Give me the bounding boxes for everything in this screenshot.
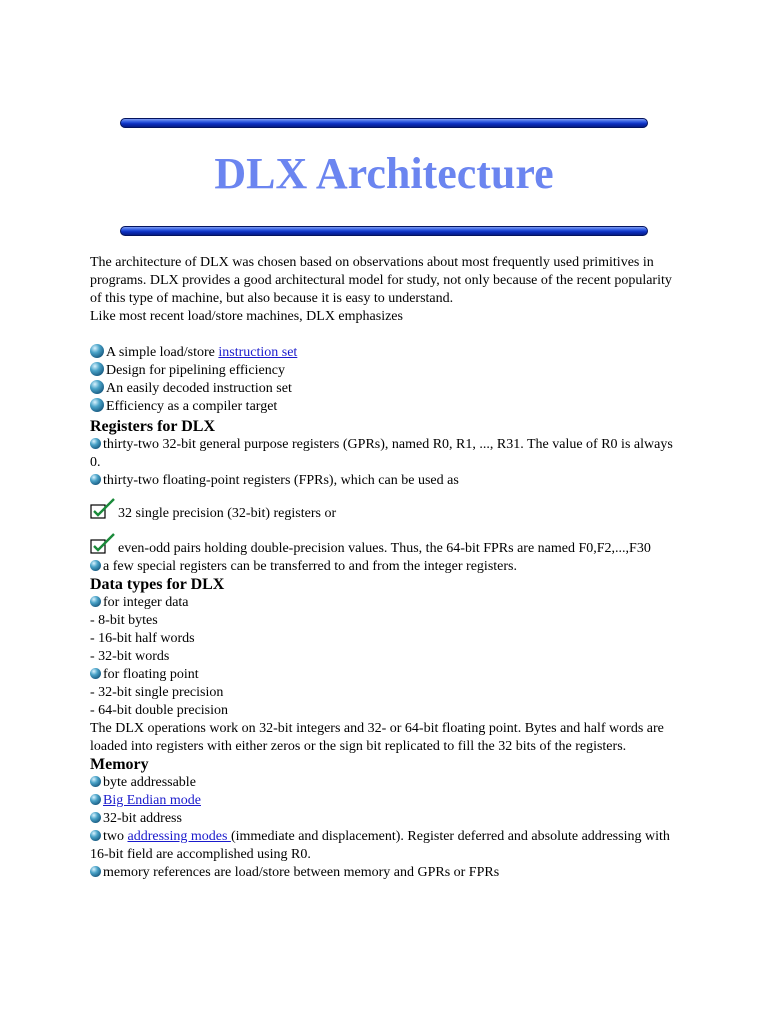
list-item: for floating point	[90, 666, 680, 684]
ball-bullet-icon	[90, 668, 101, 679]
ball-bullet-icon	[90, 362, 104, 376]
datatypes-heading: Data types for DLX	[90, 576, 225, 593]
instruction-set-link[interactable]: instruction set	[218, 345, 298, 360]
ball-bullet-icon	[90, 866, 101, 877]
list-item: Design for pipelining efficiency	[90, 362, 680, 380]
ball-bullet-icon	[90, 380, 104, 394]
list-item: memory references are load/store between memory and GPRs or FPRs	[90, 864, 680, 882]
list-item: for integer data	[90, 594, 680, 612]
bottom-divider	[120, 226, 648, 236]
registers-heading: Registers for DLX	[90, 418, 216, 435]
top-divider	[120, 118, 648, 128]
ball-bullet-icon	[90, 830, 101, 841]
list-item: - 32-bit single precision	[90, 685, 224, 700]
list-item: thirty-two 32-bit general purpose registers (GPRs), named R0, R1, ..., R31. The value of R0 is always 0.	[90, 437, 673, 470]
ball-bullet-icon	[90, 438, 101, 449]
page-title: DLX Architecture	[214, 149, 554, 198]
ball-bullet-icon	[90, 596, 101, 607]
list-item: - 8-bit bytes	[90, 613, 158, 628]
ball-bullet-icon	[90, 776, 101, 787]
ball-bullet-icon	[90, 560, 101, 571]
datatypes-summary: The DLX operations work on 32-bit integers and 32- or 64-bit floating point. Bytes and half words are loaded into registers with either zeros or the sign bit replicated to fill the 32 bits of the registers.	[90, 721, 664, 754]
list-item: thirty-two floating-point registers (FPRs), which can be used as	[90, 472, 680, 490]
list-item: A simple load/store instruction set	[90, 344, 680, 362]
list-item: Efficiency as a compiler target	[90, 398, 680, 416]
intro-emphasis-line: Like most recent load/store machines, DLX emphasizes	[90, 309, 403, 324]
list-item: 32 single precision (32-bit) registers or	[90, 498, 680, 523]
intro-paragraph: The architecture of DLX was chosen based on observations about most frequently used primitives in programs. DLX provides a good architectural model for study, not only because of the recent popularity of this type of machine, but also because it is easy to understand.	[90, 255, 672, 306]
list-item: - 32-bit words	[90, 649, 170, 664]
big-endian-link[interactable]: Big Endian mode	[103, 793, 201, 808]
list-item: - 64-bit double precision	[90, 703, 229, 718]
ball-bullet-icon	[90, 344, 104, 358]
memory-heading: Memory	[90, 756, 149, 773]
list-item: a few special registers can be transferred to and from the integer registers.	[90, 558, 680, 576]
list-item: even-odd pairs holding double-precision values. Thus, the 64-bit FPRs are named F0,F2,...,F30	[90, 533, 680, 558]
list-item: An easily decoded instruction set	[90, 380, 680, 398]
ball-bullet-icon	[90, 794, 101, 805]
addressing-modes-link[interactable]: addressing modes	[127, 829, 231, 844]
list-item: - 16-bit half words	[90, 631, 195, 646]
article-body	[90, 254, 680, 882]
list-item: 32-bit address	[90, 810, 680, 828]
ball-bullet-icon	[90, 812, 101, 823]
list-item	[90, 792, 680, 810]
list-item: two addressing modes (immediate and displacement). Register deferred and absolute addressing with 16-bit field are accomplished using R0.	[90, 829, 670, 862]
ball-bullet-icon	[90, 474, 101, 485]
list-item: byte addressable	[90, 774, 680, 792]
ball-bullet-icon	[90, 398, 104, 412]
checkbox-check-icon	[90, 498, 116, 520]
checkbox-check-icon	[90, 533, 116, 555]
